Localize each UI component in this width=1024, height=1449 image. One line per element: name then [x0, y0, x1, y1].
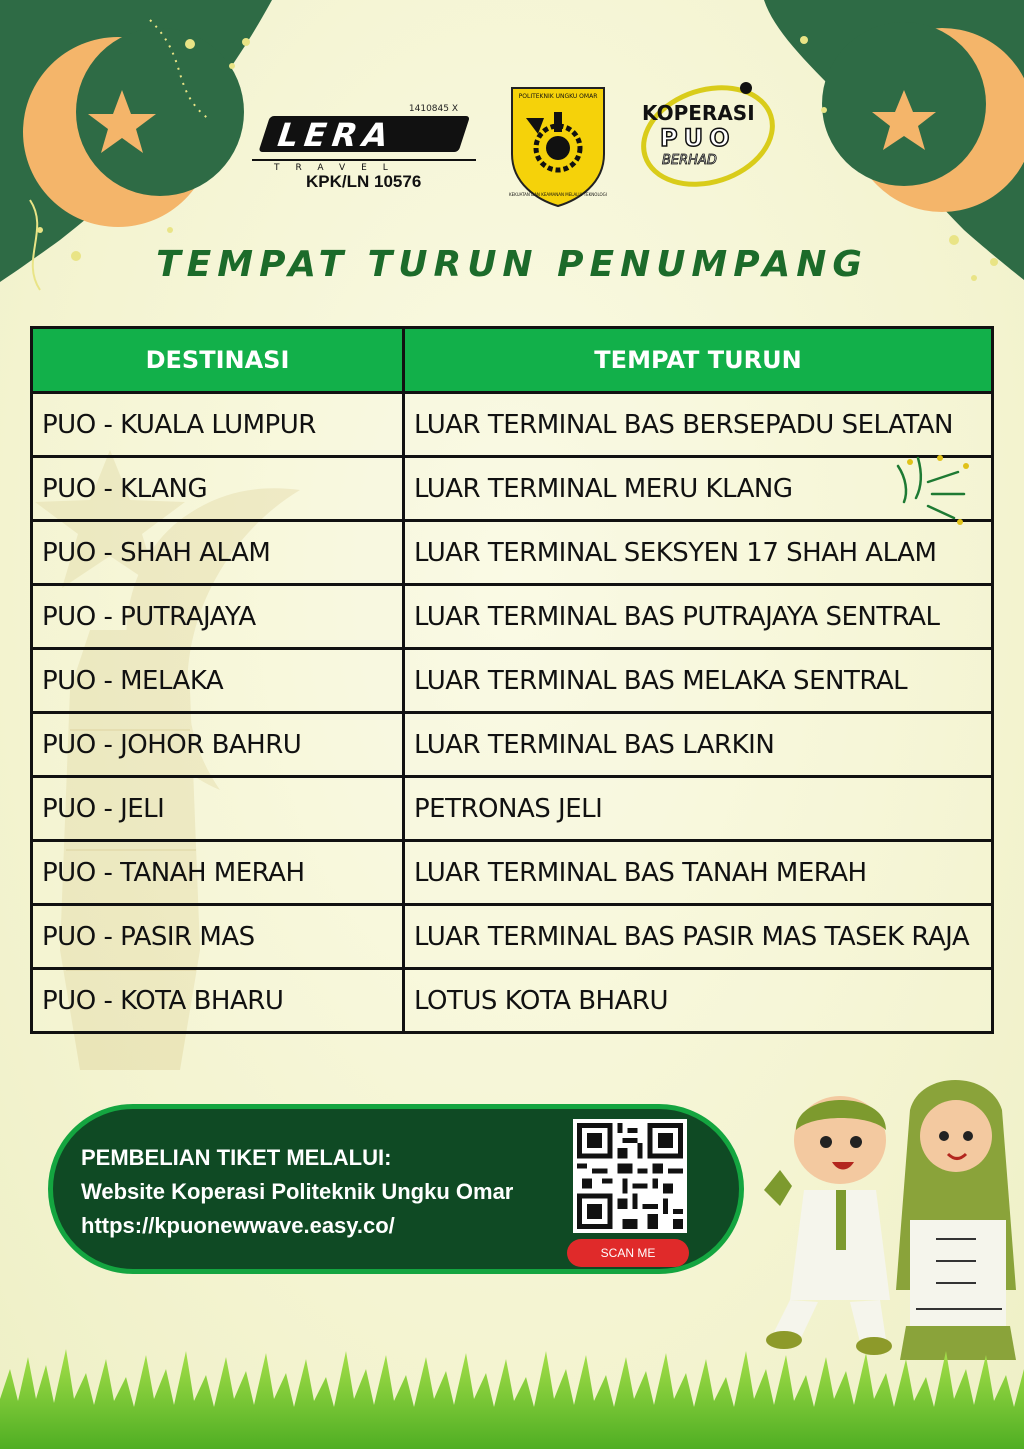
drop-off-cell: LOTUS KOTA BHARU — [404, 969, 993, 1033]
lera-travel-logo — [244, 104, 476, 196]
destination-cell: PUO - PUTRAJAYA — [32, 585, 404, 649]
ticket-website-name: Website Koperasi Politeknik Ungku Omar — [81, 1179, 514, 1204]
ticket-purchase-banner — [48, 1104, 744, 1274]
destination-cell: PUO - JELI — [32, 777, 404, 841]
fireworks-icon — [888, 452, 978, 532]
koperasi-line2: PUO — [660, 124, 736, 152]
qr-code[interactable] — [573, 1119, 687, 1233]
registration-number: 1410845 X — [408, 104, 458, 114]
puo-crest-logo — [508, 84, 608, 210]
drop-off-cell: LUAR TERMINAL BAS TANAH MERAH — [404, 841, 993, 905]
table-row — [32, 521, 993, 585]
table-row — [32, 585, 993, 649]
ticket-heading: PEMBELIAN TIKET MELALUI: — [81, 1145, 392, 1170]
drop-off-table — [30, 326, 994, 1034]
drop-off-cell: LUAR TERMINAL MERU KLANG — [404, 457, 993, 521]
destination-cell: PUO - MELAKA — [32, 649, 404, 713]
destination-cell: PUO - KLANG — [32, 457, 404, 521]
koperasi-puo-logo — [636, 80, 786, 188]
lera-subtitle: TRAVEL — [274, 163, 404, 173]
drop-off-cell: LUAR TERMINAL BAS LARKIN — [404, 713, 993, 777]
koperasi-line3: BERHAD — [662, 153, 717, 168]
table-row — [32, 841, 993, 905]
koperasi-line1: KOPERASI — [642, 101, 755, 125]
drop-off-cell: LUAR TERMINAL SEKSYEN 17 SHAH ALAM — [404, 521, 993, 585]
scan-me-label: SCAN ME — [567, 1239, 689, 1267]
table-row — [32, 969, 993, 1033]
column-header-tempat-turun: TEMPAT TURUN — [404, 328, 993, 393]
lera-wordmark — [244, 104, 476, 174]
table-row — [32, 393, 993, 457]
table-header-row — [32, 328, 993, 393]
license-number: KPK/LN 10576 — [306, 172, 422, 191]
drop-off-cell: LUAR TERMINAL BAS BERSEPADU SELATAN — [404, 393, 993, 457]
kids-illustration — [740, 1070, 1024, 1370]
puo-motto: KEKUATAN DAN KEAMANAN MELALUI TEKNOLOGI — [509, 192, 607, 197]
lera-brand-text: LERA — [271, 116, 400, 154]
destination-cell: PUO - JOHOR BAHRU — [32, 713, 404, 777]
page-title: TEMPAT TURUN PENUMPANG — [156, 244, 868, 285]
grass-decoration — [0, 1329, 1024, 1449]
ticket-url-link[interactable]: https://kpuonewwave.easy.co/ — [81, 1213, 395, 1238]
table-row — [32, 777, 993, 841]
destination-cell: PUO - SHAH ALAM — [32, 521, 404, 585]
table-row — [32, 649, 993, 713]
table-row — [32, 713, 993, 777]
destination-cell: PUO - KOTA BHARU — [32, 969, 404, 1033]
table-row — [32, 905, 993, 969]
column-header-destinasi: DESTINASI — [32, 328, 404, 393]
destination-cell: PUO - PASIR MAS — [32, 905, 404, 969]
destination-cell: PUO - TANAH MERAH — [32, 841, 404, 905]
drop-off-cell: PETRONAS JELI — [404, 777, 993, 841]
table-row — [32, 457, 993, 521]
destination-cell: PUO - KUALA LUMPUR — [32, 393, 404, 457]
puo-name: POLITEKNIK UNGKU OMAR — [518, 93, 598, 100]
drop-off-cell: LUAR TERMINAL BAS PUTRAJAYA SENTRAL — [404, 585, 993, 649]
drop-off-cell: LUAR TERMINAL BAS MELAKA SENTRAL — [404, 649, 993, 713]
qr-code-icon — [577, 1123, 683, 1229]
drop-off-cell: LUAR TERMINAL BAS PASIR MAS TASEK RAJA — [404, 905, 993, 969]
